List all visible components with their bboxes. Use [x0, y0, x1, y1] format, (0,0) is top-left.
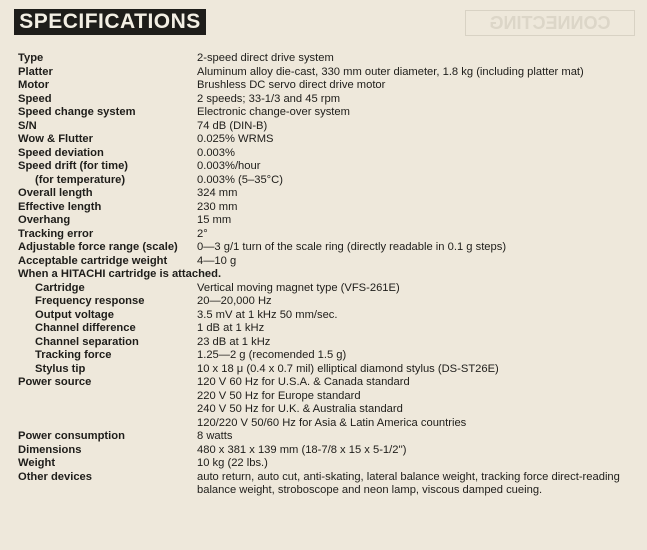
- spec-value: Electronic change-over system: [197, 106, 350, 118]
- spec-row-channel-separation: [18, 336, 640, 350]
- spec-label: Overhang: [18, 214, 71, 226]
- spec-label: Output voltage: [35, 308, 114, 321]
- spec-value: 20—20,000 Hz: [197, 295, 272, 307]
- spec-value: 480 x 381 x 139 mm (18-7/8 x 15 x 5-1/2''): [197, 443, 407, 456]
- spec-row-platter: [18, 66, 640, 80]
- spec-row-dimensions: [18, 444, 640, 458]
- spec-label: Cartridge: [35, 281, 85, 294]
- spec-row-power-source: [18, 376, 640, 390]
- spec-value: 2°: [197, 227, 208, 240]
- spec-value: 1 dB at 1 kHz: [197, 322, 265, 334]
- spec-row-weight: [18, 457, 640, 471]
- power-source-line: 240 V 50 Hz for U.K. & Australia standard: [197, 403, 403, 415]
- spec-label: Effective length: [18, 200, 102, 213]
- spec-label: Channel difference: [35, 322, 136, 334]
- spec-row-force-range: [18, 241, 640, 255]
- spec-label: Speed deviation: [18, 146, 104, 159]
- spec-label: Other devices: [18, 470, 92, 483]
- spec-value: 74 dB (DIN-B): [197, 119, 268, 132]
- spec-label: (for temperature): [35, 173, 126, 186]
- spec-row-type: [18, 52, 640, 66]
- spec-row-drift-temperature: [18, 174, 640, 188]
- spec-value: Aluminum alloy die-cast, 330 mm outer diameter, 1.8 kg (including platter mat): [197, 65, 584, 78]
- spec-value: 15 mm: [197, 214, 232, 226]
- spec-label: Dimensions: [18, 443, 82, 456]
- spec-label: Stylus tip: [35, 362, 86, 375]
- spec-label: Overall length: [18, 187, 93, 199]
- spec-value: 10 kg (22 lbs.): [197, 457, 268, 469]
- spec-label: Frequency response: [35, 295, 145, 307]
- cartridge-section-heading: When a HITACHI cartridge is attached.: [18, 268, 222, 280]
- spec-value: 0.003% (5–35°C): [197, 173, 283, 186]
- spec-value: 4—10 g: [197, 254, 237, 267]
- spec-row-motor: [18, 79, 640, 93]
- spec-value: auto return, auto cut, anti-skating, lateral balance weight, tracking force direct-reading balance weight, stroboscope and neon lamp, viscous damped cueing.: [197, 470, 620, 496]
- spec-value: 324 mm: [197, 187, 238, 199]
- spec-row-other-devices: [18, 471, 640, 498]
- spec-value: 1.25—2 g (recomended 1.5 g): [197, 349, 347, 361]
- spec-row-tracking-error: [18, 228, 640, 242]
- specifications-list: [18, 52, 640, 498]
- spec-row-frequency-response: [18, 295, 640, 309]
- spec-label: Tracking force: [35, 349, 112, 361]
- spec-row-cartridge-weight: [18, 255, 640, 269]
- spec-row-stylus-tip: [18, 363, 640, 377]
- spec-value: 3.5 mV at 1 kHz 50 mm/sec.: [197, 308, 338, 321]
- spec-value: 2-speed direct drive system: [197, 52, 334, 64]
- spec-label: Adjustable force range (scale): [18, 241, 178, 253]
- spec-row-output-voltage: [18, 309, 640, 323]
- spec-label: Power consumption: [18, 430, 125, 442]
- bleed-through-title: CONNECTING: [465, 10, 635, 36]
- spec-value: 120 V 60 Hz for U.S.A. & Canada standard: [197, 376, 410, 388]
- spec-label: Speed change system: [18, 106, 136, 118]
- spec-value: 8 watts: [197, 430, 233, 442]
- spec-label: Acceptable cartridge weight: [18, 254, 168, 267]
- spec-value: 0.025% WRMS: [197, 133, 274, 145]
- spec-label: Power source: [18, 376, 92, 388]
- spec-row-tracking-force: [18, 349, 640, 363]
- spec-row-speed-deviation: [18, 147, 640, 161]
- spec-label: Wow & Flutter: [18, 133, 93, 145]
- spec-value: 0—3 g/1 turn of the scale ring (directly readable in 0.1 g steps): [197, 241, 507, 253]
- spec-value: Brushless DC servo direct drive motor: [197, 79, 386, 91]
- spec-label: Speed: [18, 92, 52, 105]
- spec-label: Speed drift (for time): [18, 160, 129, 172]
- spec-row-speed-change: [18, 106, 640, 120]
- spec-row-wow-flutter: [18, 133, 640, 147]
- spec-value: Vertical moving magnet type (VFS-261E): [197, 281, 400, 294]
- spec-value: 230 mm: [197, 200, 238, 213]
- spec-row-effective-length: [18, 201, 640, 215]
- spec-value: 2 speeds; 33-1/3 and 45 rpm: [197, 92, 341, 105]
- page-title: SPECIFICATIONS: [14, 9, 206, 35]
- spec-label: Tracking error: [18, 227, 94, 240]
- spec-row-overhang: [18, 214, 640, 228]
- power-source-line: 220 V 50 Hz for Europe standard: [197, 389, 361, 402]
- power-source-line: 120/220 V 50/60 Hz for Asia & Latin America countries: [197, 416, 467, 429]
- spec-label: Motor: [18, 79, 50, 91]
- spec-value: 0.003%/hour: [197, 160, 261, 172]
- spec-value: 23 dB at 1 kHz: [197, 335, 271, 348]
- spec-row-sn: [18, 120, 640, 134]
- spec-row-cartridge: [18, 282, 640, 296]
- spec-row-power-consumption: [18, 430, 640, 444]
- spec-label: Type: [18, 52, 44, 64]
- spec-label: S/N: [18, 119, 37, 132]
- spec-value: 10 x 18 μ (0.4 x 0.7 mil) elliptical diamond stylus (DS-ST26E): [197, 362, 499, 375]
- spec-label: Platter: [18, 65, 53, 78]
- spec-row-overall-length: [18, 187, 640, 201]
- spec-label: Weight: [18, 457, 56, 469]
- spec-row-drift-time: [18, 160, 640, 174]
- spec-row-speed: [18, 93, 640, 107]
- spec-row-channel-difference: [18, 322, 640, 336]
- spec-value: 0.003%: [197, 146, 235, 159]
- spec-label: Channel separation: [35, 335, 139, 348]
